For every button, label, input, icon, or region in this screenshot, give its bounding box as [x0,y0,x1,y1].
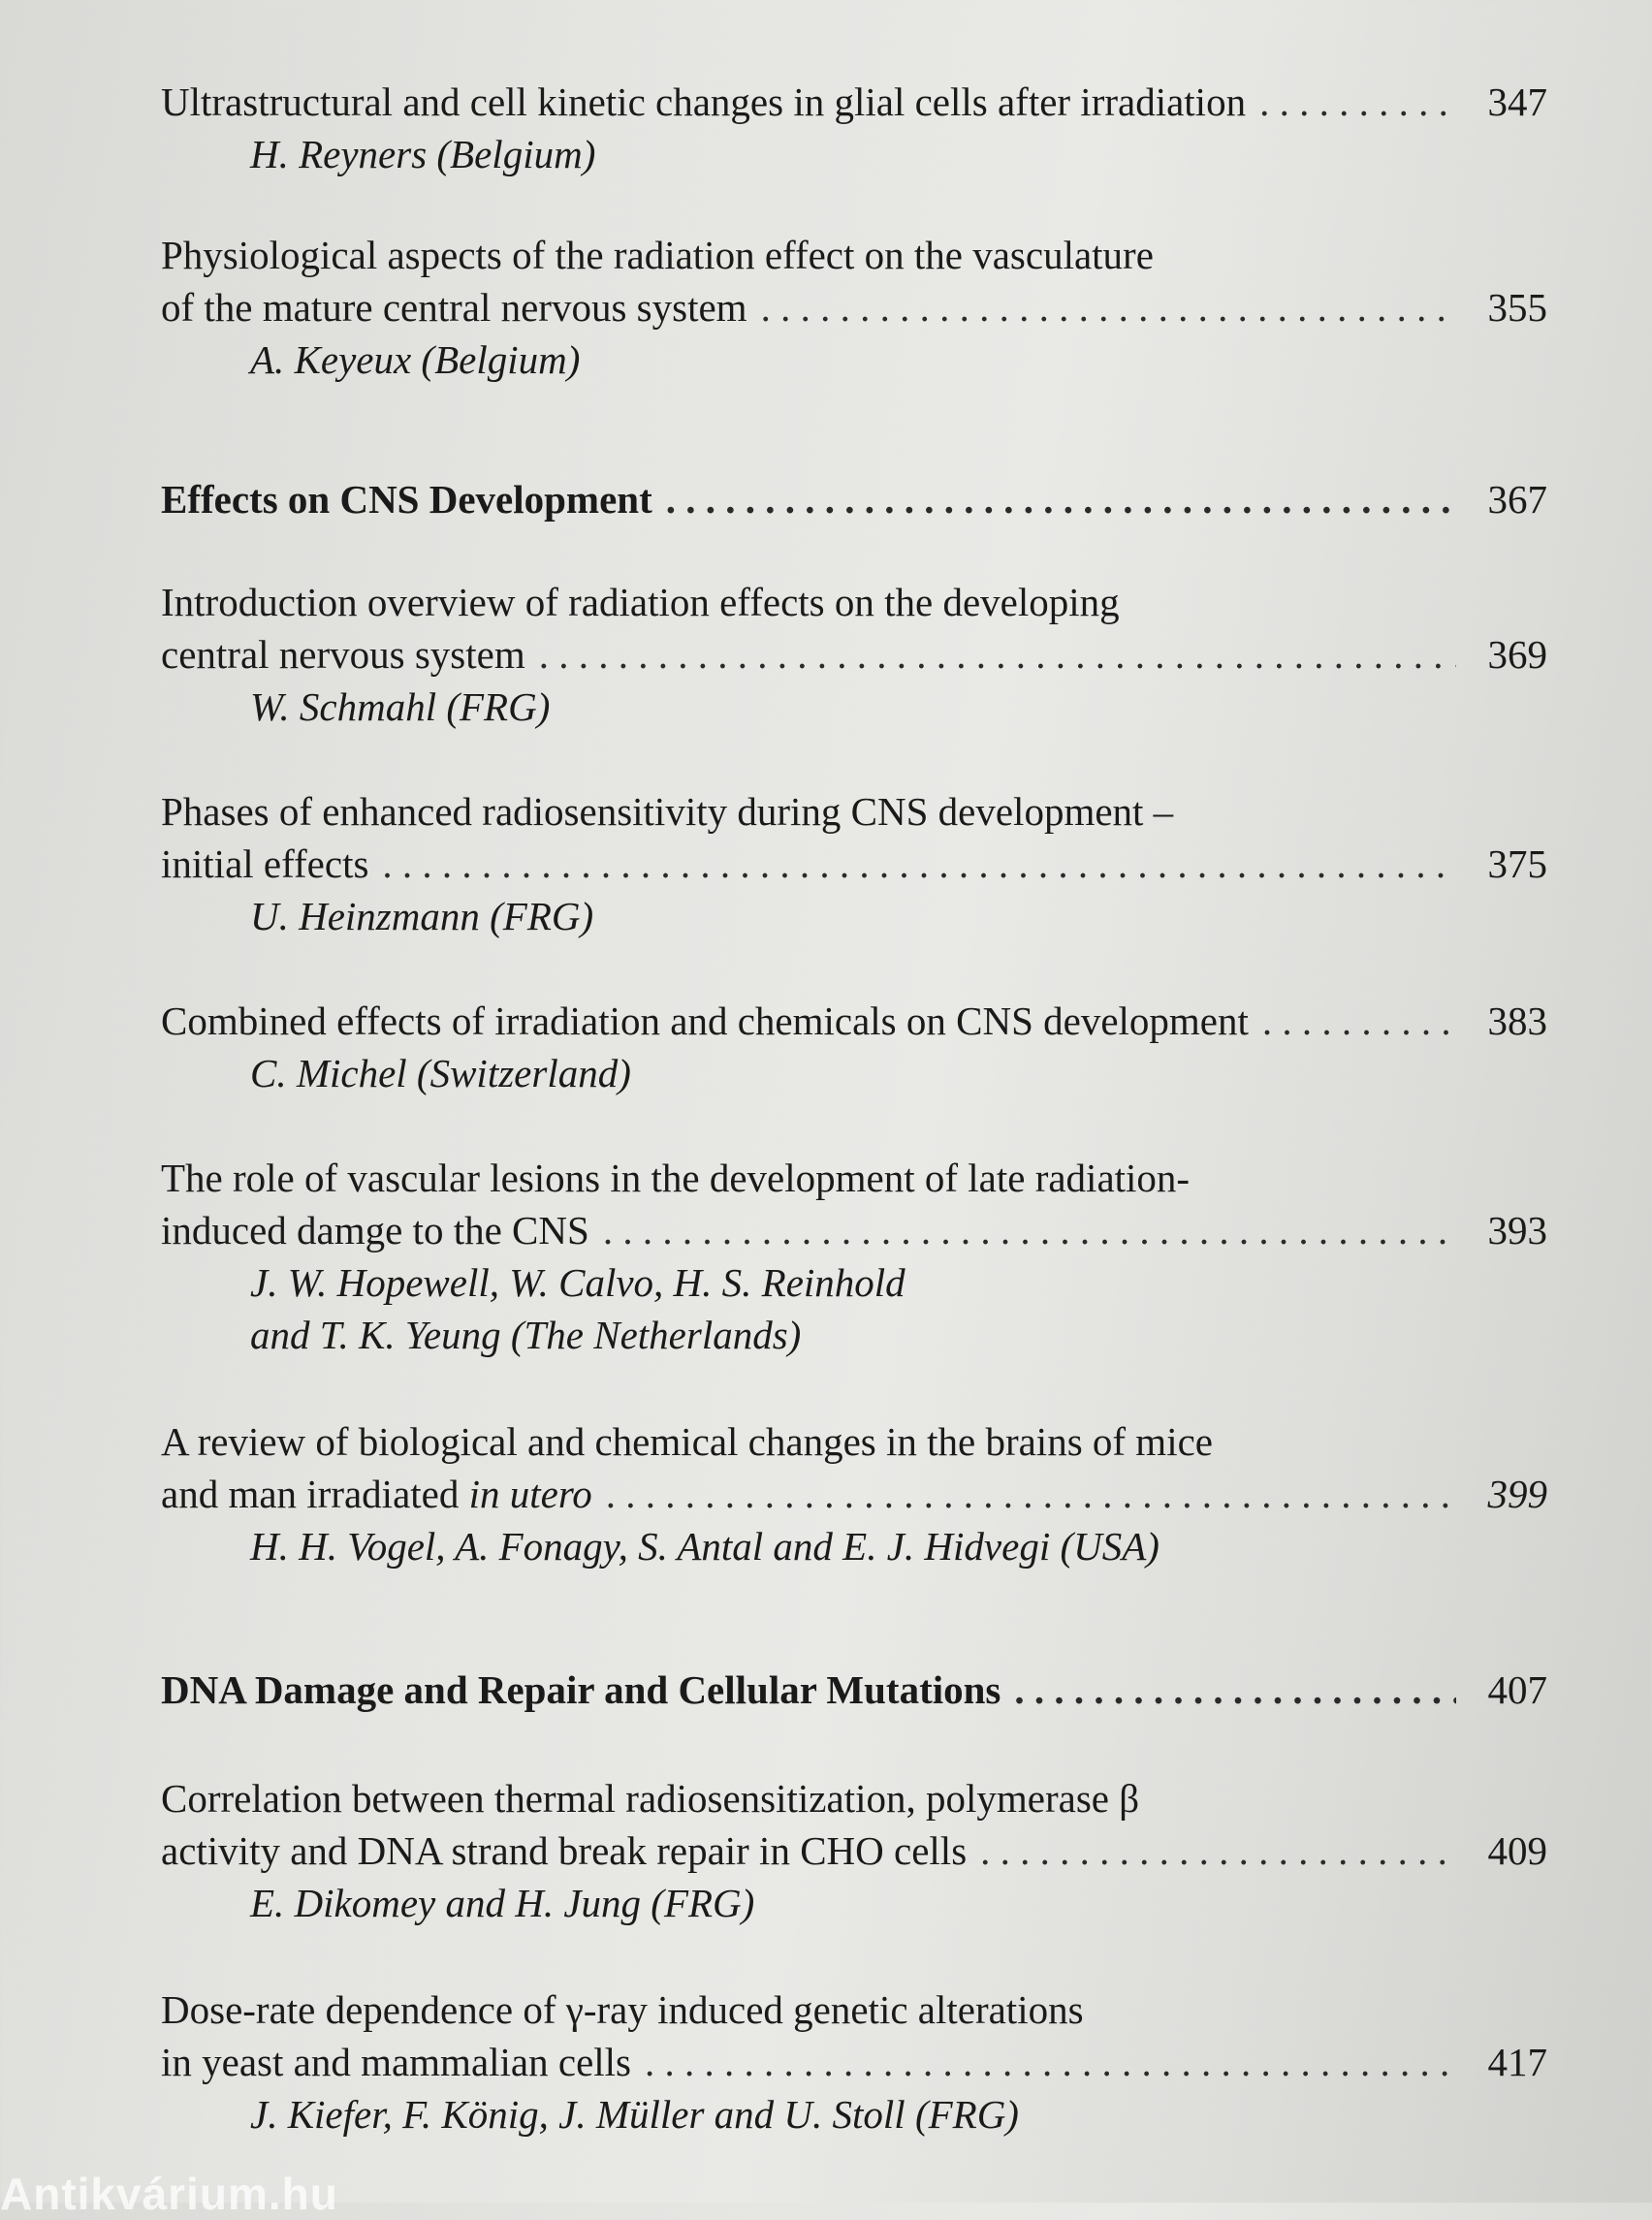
toc-entry [161,1983,1547,2141]
section-title-line: DNA Damage and Repair and Cellular Mutations . . . 407 [161,1664,1547,1716]
page-number: 409 [1487,1828,1547,1873]
leader-dots [382,838,1456,890]
leader-dots [645,2036,1456,2088]
toc-entry-authors: H. Reyners (Belgium) [250,132,596,176]
toc-entry-authors: W. Schmahl (FRG) [250,684,551,729]
toc-entry-authors: A. Keyeux (Belgium) [250,337,581,382]
page-number: 369 [1487,632,1547,677]
page-number: 407 [1487,1667,1547,1712]
leader-dots [1259,76,1456,128]
leader-dots [666,473,1456,525]
toc-entry-title-line: Ultrastructural and cell kinetic changes in glial cells after irradiation . . . 347 [161,76,1547,128]
toc-entry [161,576,1547,733]
toc-entry-title-line: The role of vascular lesions in the development of late radiation- [161,1156,1191,1200]
toc-entry-title-line: Dose-rate dependence of γ-ray induced genetic alterations [161,1987,1084,2032]
toc-entry-authors: U. Heinzmann (FRG) [250,894,594,938]
toc-entry-title-line: in yeast and mammalian cells . . . 417 [161,2036,1547,2088]
toc-entry [161,1772,1547,1929]
leader-dots [980,1824,1456,1877]
toc-entry-authors: J. Kiefer, F. König, J. Müller and U. Stoll (FRG) [250,2092,1019,2137]
leader-dots [1262,995,1456,1047]
section-title-line: Effects on CNS Development . . . 367 [161,473,1547,525]
toc-entry-authors: E. Dikomey and H. Jung (FRG) [250,1881,755,1925]
toc-entry-title-line: Correlation between thermal radiosensitization, polymerase β [161,1776,1140,1821]
toc-entry-authors: H. H. Vogel, A. Fonagy, S. Antal and E. J. Hidvegi (USA) [250,1524,1160,1569]
page-number: 383 [1487,999,1547,1043]
toc-entry-authors: and T. K. Yeung (The Netherlands) [250,1313,802,1357]
page-number: 355 [1487,285,1547,330]
page-number: 347 [1487,79,1547,124]
toc-entry-title-line: initial effects . . . 375 [161,838,1547,890]
toc-entry [161,785,1547,942]
toc-entry-title-line: A review of biological and chemical changes in the brains of mice [161,1419,1213,1464]
page-number: 399 [1487,1472,1547,1516]
toc-entry [161,1415,1547,1572]
italic-phrase: in utero [468,1472,592,1516]
toc-entry-title-line: Phases of enhanced radiosensitivity during CNS development – [161,789,1174,834]
toc-entry-title-line: and man irradiated in utero . . . 399 [161,1468,1547,1520]
toc-section-heading [161,473,1547,525]
toc-entry-title-line: Physiological aspects of the radiation effect on the vasculature [161,233,1154,277]
page-number: 367 [1487,477,1547,522]
page-number: 375 [1487,841,1547,886]
toc-entry [161,1152,1547,1361]
toc-entry-title-line: Combined effects of irradiation and chemicals on CNS development . . . 383 [161,995,1547,1047]
toc-entry-title-line: activity and DNA strand break repair in CHO cells . . . 409 [161,1824,1547,1877]
toc-entry-title-line: central nervous system . . . 369 [161,628,1547,681]
toc-entry-title-line: induced damge to the CNS . . . 393 [161,1204,1547,1256]
page-number: 393 [1487,1208,1547,1253]
toc-entry [161,229,1547,386]
leader-dots [1014,1664,1456,1716]
watermark: Antikvárium.hu [0,2169,338,2219]
toc-entry [161,995,1547,1099]
toc-entry-authors: C. Michel (Switzerland) [250,1051,631,1095]
toc-entry-authors: J. W. Hopewell, W. Calvo, H. S. Reinhold [250,1260,905,1305]
toc-entry [161,76,1547,180]
leader-dots [606,1468,1456,1520]
toc-entry-title-line: of the mature central nervous system . . . 355 [161,281,1547,333]
toc-section-heading [161,1664,1547,1716]
page-number: 417 [1487,2040,1547,2084]
leader-dots [603,1204,1456,1256]
toc-entry-title-line: Introduction overview of radiation effects on the developing [161,580,1120,624]
leader-dots [539,628,1456,681]
leader-dots [761,281,1456,333]
